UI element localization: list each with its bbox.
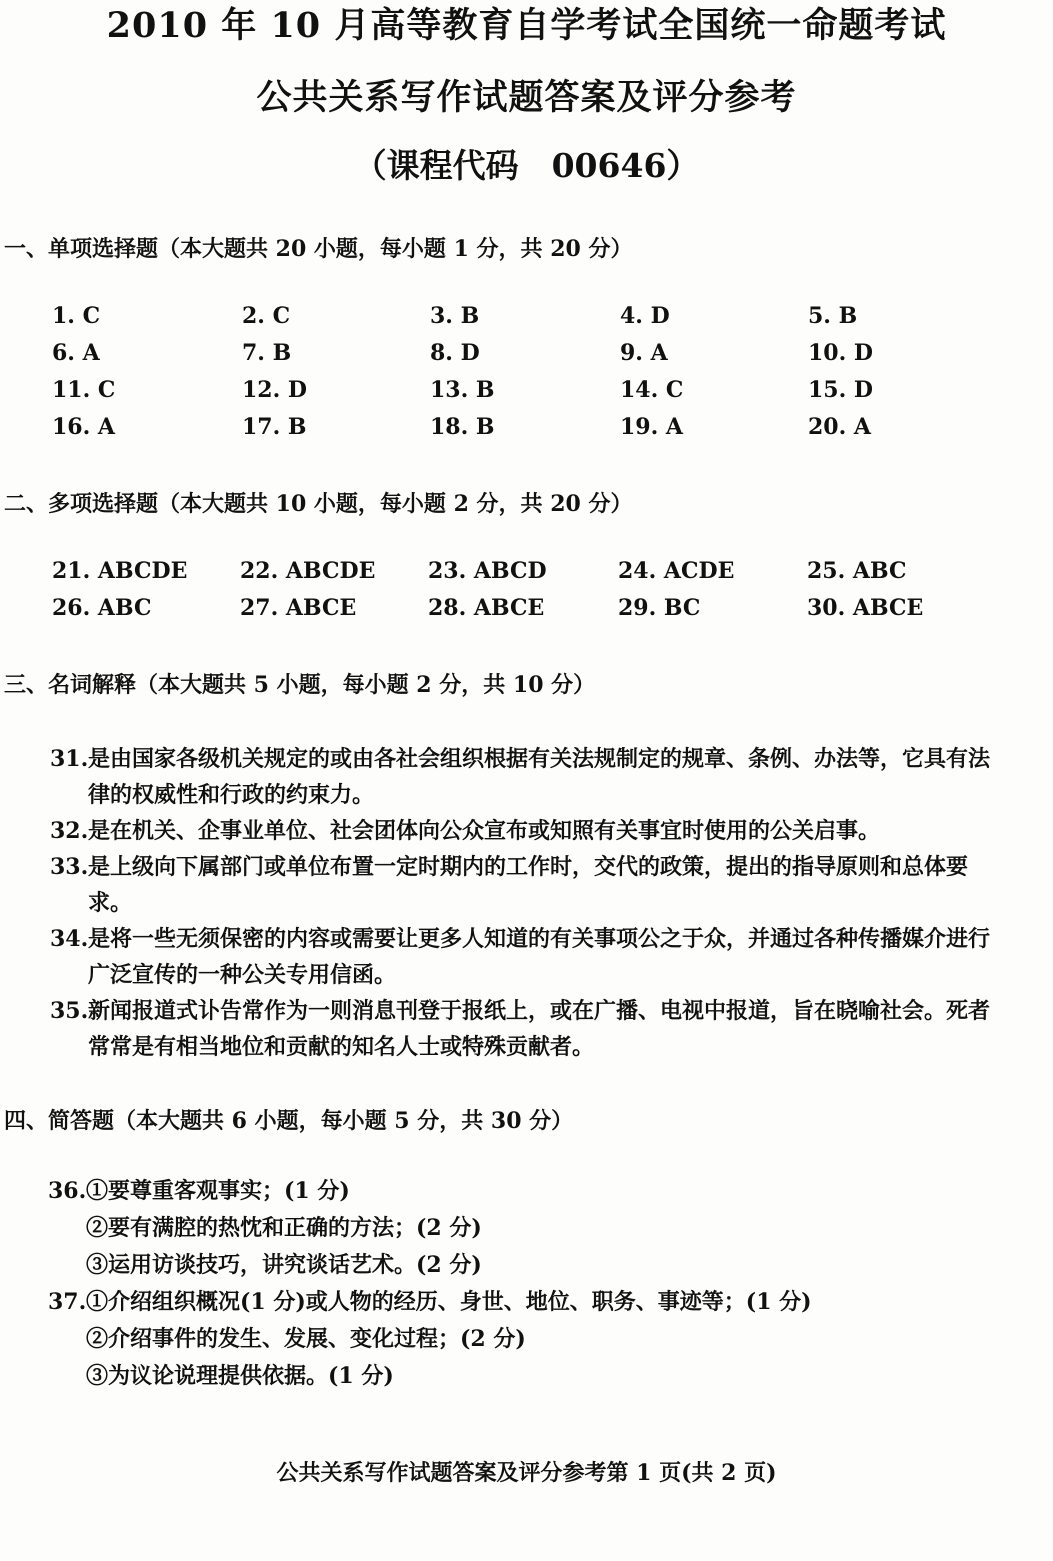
answer-cell: 27. ABCE xyxy=(240,595,357,621)
exam-title: 2010 年 10 月高等教育自学考试全国统一命题考试 xyxy=(106,5,947,46)
answer-point: ③运用访谈技巧，讲究谈话艺术。(2 分) xyxy=(86,1252,482,1278)
course-code: （课程代码 00646） xyxy=(353,146,700,185)
answer-row xyxy=(52,595,952,632)
answer-cell: 15. D xyxy=(808,377,874,403)
answer-cell: 16. A xyxy=(52,414,116,440)
answer-cell: 6. A xyxy=(52,340,100,366)
answer-cell: 25. ABC xyxy=(807,558,907,584)
answer-cell: 18. B xyxy=(430,414,495,440)
definition-text: 是由国家各级机关规定的或由各社会组织根据有关法规制定的规章、条例、办法等，它具有法律的权威性和行政的约束力。 xyxy=(88,746,991,808)
answer-cell: 9. A xyxy=(620,340,668,366)
answer-point: ②要有满腔的热忱和正确的方法；(2 分) xyxy=(86,1215,482,1241)
answer-cell: 2. C xyxy=(242,303,291,329)
question-number: 32. xyxy=(50,818,89,844)
definition-text: 是将一些无须保密的内容或需要让更多人知道的有关事项公之于众，并通过各种传播媒介进行广泛宣传的一种公关专用信函。 xyxy=(88,926,991,988)
answer-cell: 21. ABCDE xyxy=(52,558,188,584)
definition-item xyxy=(50,813,1000,849)
answer-cell: 20. A xyxy=(808,414,872,440)
answer-cell: 17. B xyxy=(242,414,307,440)
answer-cell: 5. B xyxy=(808,303,858,329)
section-heading-multiple-choice: 二、多项选择题（本大题共 10 小题，每小题 2 分，共 20 分） xyxy=(4,491,633,517)
definition-item xyxy=(50,921,1000,993)
question-number: 35. xyxy=(50,998,89,1024)
short-answer-list xyxy=(48,1173,998,1395)
answer-cell: 28. ABCE xyxy=(428,595,545,621)
definition-text: 是在机关、企事业单位、社会团体向公众宣布或知照有关事宜时使用的公关启事。 xyxy=(88,818,881,844)
answer-cell: 23. ABCD xyxy=(428,558,547,584)
answer-cell: 22. ABCDE xyxy=(240,558,376,584)
definition-item xyxy=(50,741,1000,813)
answer-cell: 14. C xyxy=(620,377,684,403)
question-number: 34. xyxy=(50,926,89,952)
answer-cell: 10. D xyxy=(808,340,874,366)
answer-cell: 12. D xyxy=(242,377,308,403)
answer-cell: 4. D xyxy=(620,303,670,329)
answer-cell: 1. C xyxy=(52,303,101,329)
term-definition-list xyxy=(50,741,1000,1065)
question-number: 37. xyxy=(48,1289,87,1315)
definition-text: 新闻报道式讣告常作为一则消息刊登于报纸上，或在广播、电视中报道，旨在晓喻社会。死者常常是有相当地位和贡献的知名人士或特殊贡献者。 xyxy=(88,998,991,1060)
definition-item xyxy=(50,993,1000,1065)
answer-cell: 30. ABCE xyxy=(807,595,924,621)
short-answer-item xyxy=(48,1284,998,1395)
definition-item xyxy=(50,849,1000,921)
answer-row xyxy=(52,303,952,340)
definition-text: 是上级向下属部门或单位布置一定时期内的工作时，交代的政策，提出的指导原则和总体要求。 xyxy=(88,854,969,916)
answer-row xyxy=(52,558,952,595)
question-number: 36. xyxy=(48,1178,87,1204)
answer-cell: 13. B xyxy=(430,377,495,403)
answer-point: ①要尊重客观事实；(1 分) xyxy=(86,1178,350,1204)
question-number: 33. xyxy=(50,854,89,880)
answer-cell: 11. C xyxy=(52,377,116,403)
section-heading-term-definitions: 三、名词解释（本大题共 5 小题，每小题 2 分，共 10 分） xyxy=(4,672,596,698)
answer-cell: 26. ABC xyxy=(52,595,152,621)
answer-row xyxy=(52,340,952,377)
question-number: 31. xyxy=(50,746,89,772)
answer-cell: 19. A xyxy=(620,414,684,440)
multiple-choice-answer-grid xyxy=(52,558,952,632)
answer-cell: 24. ACDE xyxy=(618,558,735,584)
answer-point: ②介绍事件的发生、发展、变化过程；(2 分) xyxy=(86,1326,526,1352)
section-heading-single-choice: 一、单项选择题（本大题共 20 小题，每小题 1 分，共 20 分） xyxy=(4,236,633,262)
answer-cell: 3. B xyxy=(430,303,480,329)
page-footer: 公共关系写作试题答案及评分参考第 1 页(共 2 页) xyxy=(276,1460,777,1486)
short-answer-item xyxy=(48,1173,998,1284)
answer-cell: 8. D xyxy=(430,340,480,366)
answer-point: ①介绍组织概况(1 分)或人物的经历、身世、地位、职务、事迹等；(1 分) xyxy=(86,1289,812,1315)
answer-row xyxy=(52,377,952,414)
document-title: 公共关系写作试题答案及评分参考 xyxy=(256,77,797,118)
answer-cell: 29. BC xyxy=(618,595,701,621)
answer-cell: 7. B xyxy=(242,340,292,366)
single-choice-answer-grid xyxy=(52,303,952,451)
answer-point: ③为议论说理提供依据。(1 分) xyxy=(86,1363,394,1389)
answer-row xyxy=(52,414,952,451)
section-heading-short-answer: 四、简答题（本大题共 6 小题，每小题 5 分，共 30 分） xyxy=(4,1108,574,1134)
